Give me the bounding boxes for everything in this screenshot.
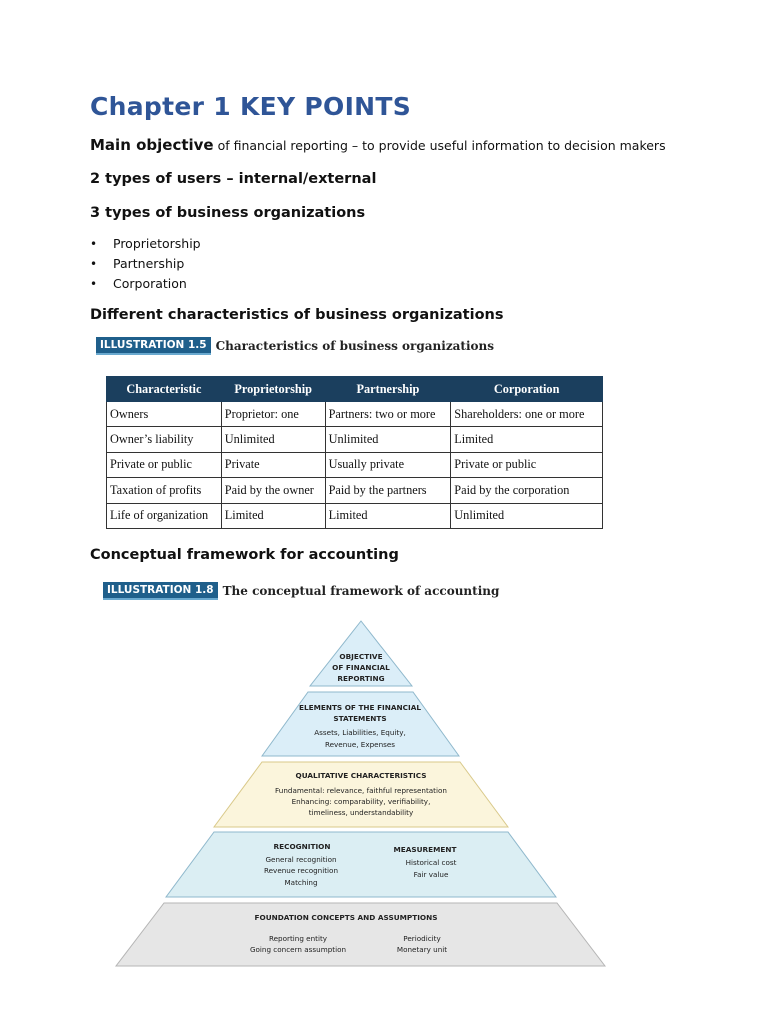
table-cell: Paid by the owner xyxy=(221,478,325,503)
objective-title-line: REPORTING xyxy=(337,674,385,683)
table-cell: Proprietor: one xyxy=(221,402,325,427)
table-cell: Limited xyxy=(325,503,451,528)
main-objective-text: of financial reporting – to provide useful information to decision makers xyxy=(213,138,666,153)
recognition-body-line: Revenue recognition xyxy=(263,866,339,875)
list-item-label: Partnership xyxy=(113,256,185,271)
measurement-title: MEASUREMENT xyxy=(393,845,457,854)
table-cell: Private xyxy=(221,452,325,477)
page-title: Chapter 1 KEY POINTS xyxy=(90,92,412,121)
list-item-label: Corporation xyxy=(113,276,187,291)
elements-title-line: ELEMENTS OF THE FINANCIAL xyxy=(298,703,422,712)
organizations-heading: 3 types of business organizations xyxy=(90,205,366,221)
qualitative-body-line: Fundamental: relevance, faithful representation xyxy=(275,786,447,795)
table-cell: Unlimited xyxy=(221,427,325,452)
table-cell: Paid by the partners xyxy=(325,478,451,503)
recognition-body-line: Matching xyxy=(284,878,318,887)
table-cell: Usually private xyxy=(325,452,451,477)
recognition-title: RECOGNITION xyxy=(273,842,331,851)
illustration-badge: ILLUSTRATION 1.5 xyxy=(96,337,211,355)
foundation-left-line: Going concern assumption xyxy=(249,945,347,954)
elements-body-line: Assets, Liabilities, Equity, xyxy=(314,728,406,737)
table-cell: Owners xyxy=(107,402,222,427)
foundation-right-line: Monetary unit xyxy=(396,945,448,954)
illustration-title: Characteristics of business organizations xyxy=(215,339,494,353)
users-heading: 2 types of users – internal/external xyxy=(90,171,377,187)
table-cell: Unlimited xyxy=(325,427,451,452)
table-cell: Paid by the corporation xyxy=(451,478,603,503)
illustration-title: The conceptual framework of accounting xyxy=(222,584,500,598)
illustration-badge: ILLUSTRATION 1.8 xyxy=(103,582,218,600)
table-cell: Owner’s liability xyxy=(107,427,222,452)
qualitative-body-line: Enhancing: comparability, verifiability, xyxy=(291,797,431,806)
foundation-right-line: Periodicity xyxy=(403,934,441,943)
table-cell: Limited xyxy=(451,427,603,452)
column-header: Corporation xyxy=(451,377,603,402)
measurement-body-line: Fair value xyxy=(413,870,449,879)
elements-title-line: STATEMENTS xyxy=(333,714,387,723)
column-header: Proprietorship xyxy=(221,377,325,402)
table-cell: Private or public xyxy=(107,452,222,477)
list-item-label: Proprietorship xyxy=(113,236,201,251)
foundation-title: FOUNDATION CONCEPTS AND ASSUMPTIONS xyxy=(254,913,438,922)
bullet-icon: • xyxy=(90,237,98,251)
table-cell: Shareholders: one or more xyxy=(451,402,603,427)
characteristics-heading: Different characteristics of business organizations xyxy=(90,307,504,323)
qualitative-title: QUALITATIVE CHARACTERISTICS xyxy=(295,771,427,780)
table-cell: Partners: two or more xyxy=(325,402,451,427)
recognition-body-line: General recognition xyxy=(265,855,337,864)
objective-title-line: OBJECTIVE xyxy=(339,652,383,661)
bullet-icon: • xyxy=(90,257,98,271)
table-cell: Private or public xyxy=(451,452,603,477)
table-cell: Taxation of profits xyxy=(107,478,222,503)
table-cell: Life of organization xyxy=(107,503,222,528)
qualitative-body-line: timeliness, understandability xyxy=(308,808,414,817)
measurement-body-line: Historical cost xyxy=(405,858,457,867)
framework-heading: Conceptual framework for accounting xyxy=(90,547,399,563)
column-header: Characteristic xyxy=(107,377,222,402)
main-objective-lead: Main objective xyxy=(90,136,214,154)
table-cell: Unlimited xyxy=(451,503,603,528)
bullet-icon: • xyxy=(90,277,98,291)
column-header: Partnership xyxy=(325,377,451,402)
recognition-measurement-tier xyxy=(166,832,556,897)
foundation-left-line: Reporting entity xyxy=(268,934,328,943)
elements-body-line: Revenue, Expenses xyxy=(324,740,396,749)
table-cell: Limited xyxy=(221,503,325,528)
objective-title-line: OF FINANCIAL xyxy=(332,663,390,672)
